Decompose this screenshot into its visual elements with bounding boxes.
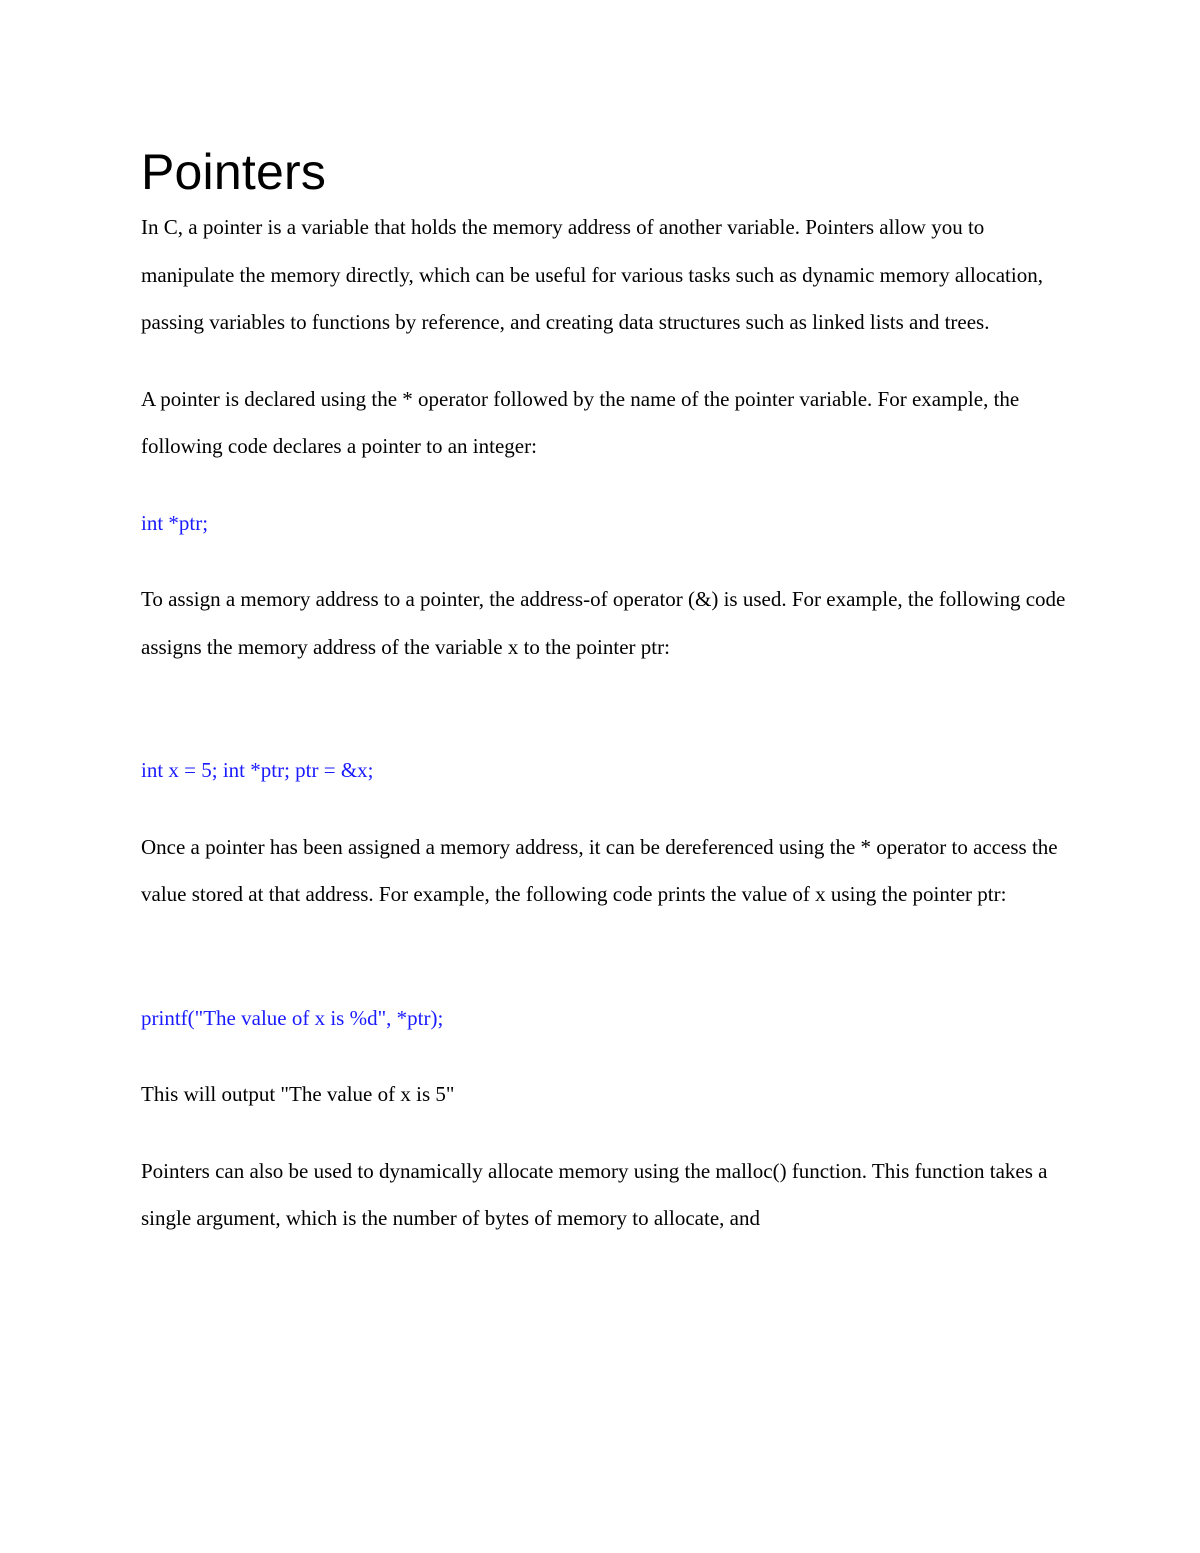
paragraph-malloc: Pointers can also be used to dynamically allocate memory using the malloc() function. This function takes a single argument, which is the number of bytes of memory to allocate, and xyxy=(141,1158,1048,1230)
paragraph-pointer-definition: In C, a pointer is a variable that holds the memory address of another variable. Pointers allow you to manipulate the memory directly, which can be useful for various tasks such as dynamic memory allocation, passing variables to functions by reference, and creating data structures such as linked lists and trees. xyxy=(141,215,1043,334)
code-snippet-declare-pointer: int *ptr; xyxy=(141,510,209,535)
paragraph-dereference: Once a pointer has been assigned a memory address, it can be dereferenced using the * operator to access the value stored at that address. For example, the following code prints the value of x using the pointer ptr: xyxy=(141,834,1058,906)
paragraph-address-of: To assign a memory address to a pointer, the address-of operator (&) is used. For example, the following code assigns the memory address of the variable x to the pointer ptr: xyxy=(141,587,1066,659)
document-content xyxy=(141,140,1071,1243)
code-snippet-printf: printf("The value of x is %d", *ptr); xyxy=(141,1005,444,1030)
paragraph-output: This will output "The value of x is 5" xyxy=(141,1082,455,1106)
code-snippet-assign-address: int x = 5; int *ptr; ptr = &x; xyxy=(141,758,374,782)
paragraph-pointer-declaration: A pointer is declared using the * operator followed by the name of the pointer variable. For example, the following code declares a pointer to an integer: xyxy=(141,386,1020,458)
page-title: Pointers xyxy=(141,144,327,200)
